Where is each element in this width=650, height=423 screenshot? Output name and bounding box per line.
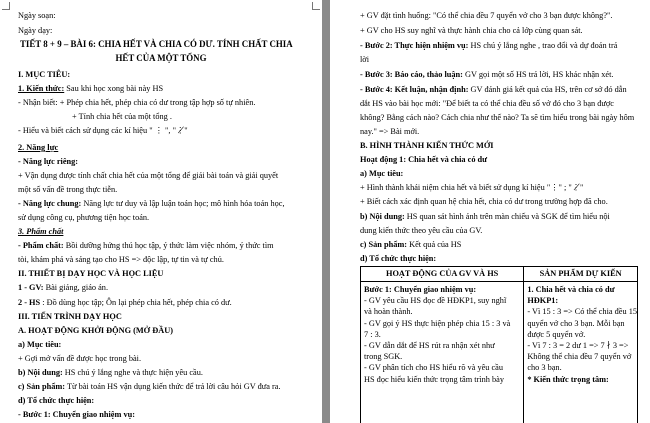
competence-heading: 2. Năng lực [18, 143, 59, 152]
activity-a-content: b) Nội dung: HS chú ý lắng nghe và thực hiện yêu cầu. [18, 368, 203, 377]
date-taught: Ngày dạy: [18, 26, 53, 35]
knowledge-line: 1. Kiến thức: Sau khi học xong bài này HS [18, 84, 164, 93]
table-product-line: cho 3 bạn. [527, 363, 562, 373]
quality-line-2: tòi, khám phá và sáng tạo cho HS => độc lập, tự tin và tự chủ. [18, 255, 224, 264]
table-product-line: * Kiến thức trọng tâm: [527, 374, 609, 384]
date-prepared: Ngày soạn: [18, 11, 56, 20]
specific-competence-2: một số vấn đề trong thực tiễn. [18, 185, 118, 194]
activity-a-step-1: - Bước 1: Chuyển giao nhiệm vụ: [18, 410, 135, 419]
activity-1-heading: Hoạt động 1: Chia hết và chia có dư [360, 155, 488, 164]
general-competence-2: sử dụng công cụ, phương tiện học toán. [18, 213, 150, 222]
activity-1-objective: a) Mục tiêu: [360, 169, 404, 178]
table-product-line: HĐKP1: [527, 296, 559, 306]
table-product-line: Không thể chia đều 7 quyển vở [527, 352, 632, 362]
table-head-product: SẢN PHẨM DỰ KIẾN [524, 267, 638, 282]
table-activity-line: trong SGK. [364, 352, 403, 362]
equipment-teacher: 1 - GV: Bài giảng, giáo án. [18, 283, 109, 292]
step-2-line-cont: lời [360, 55, 369, 64]
table-activity-line: - GV yêu cầu HS đọc đề HĐKP1, suy nghĩ [364, 296, 507, 306]
step-3-line: - Bước 3: Báo cáo, thảo luận: GV gọi một số HS trả lời, HS khác nhận xét. [360, 70, 614, 79]
activity-1-objective-1: + Hình thành khái niệm chia hết và biết sử dụng kí hiệu "⋮" ; "⋮̸" [360, 183, 584, 192]
activity-1-organization: d) Tổ chức thực hiện: [360, 254, 437, 263]
table-product-line: được 5 quyển vở. [527, 329, 586, 339]
lesson-title-line2: HẾT CỦA MỘT TỔNG [115, 53, 207, 63]
section-process: III. TIẾN TRÌNH DẠY HỌC [18, 312, 122, 321]
activity-1-content-2: dung kiến thức theo yêu cầu của GV. [360, 226, 483, 235]
quality-heading: 3. Phẩm chất [18, 227, 64, 236]
lesson-title-line1: TIẾT 8 + 9 – BÀI 6: CHIA HẾT VÀ CHIA CÓ DƯ. TÍNH CHẤT CHIA [20, 39, 293, 49]
table-activity-line: và hoàn thành. [364, 307, 413, 317]
step-4-line-2: dắt HS vào bài học mới: "Để biết ta có thể chia đều số vở đó cho 3 bạn được [360, 99, 614, 108]
section-b-heading: B. HÌNH THÀNH KIẾN THỨC MỚI [360, 141, 494, 150]
table-activity-line: - GV dẫn dắt để HS rút ra nhận xét như [364, 341, 495, 351]
table-head-activity: HOẠT ĐỘNG CỦA GV VÀ HS [361, 267, 524, 282]
page-corner-mark [312, 2, 320, 10]
specific-competence: - Năng lực riêng: [18, 157, 79, 166]
activity-1-content: b) Nội dung: HS quan sát hình ảnh trên màn chiếu và SGK để tìm hiểu nội [360, 212, 610, 221]
practice-line: + GV cho HS suy nghĩ và thực hành chia cho cả lớp cùng quan sát. [360, 26, 583, 35]
table-product-line: quyển vở cho 3 bạn. Mỗi bạn [527, 318, 625, 328]
activity-1-product: c) Sản phẩm: Kết quả của HS [360, 240, 462, 249]
table-activity-line: - GV gọi ý HS thực hiện phép chia 15 : 3 và [364, 318, 511, 328]
table-activity-line: HS đọc hiểu kiến thức trọng tâm trình bày [364, 374, 504, 384]
activity-a-product: c) Sản phẩm: Từ bài toán HS vận dụng kiến thức để trả lời câu hỏi GV đưa ra. [18, 382, 281, 391]
table-product-line: 1. Chia hết và chia có dư [527, 285, 615, 294]
general-competence: - Năng lực chung: Năng lực tư duy và lập luận toán học; mô hình hóa toán học, [18, 199, 285, 208]
activity-a-organization: d) Tổ chức thực hiện: [18, 396, 95, 405]
quality-line-1: - Phẩm chất: Bồi dưỡng hứng thú học tập, ý thức làm việc nhóm, ý thức tìm [18, 241, 274, 250]
step-4-line: - Bước 4: Kết luận, nhận định: GV đánh giá kết quả của HS, trên cơ sở đó dẫn [360, 85, 627, 94]
document-page-left [0, 0, 322, 423]
step-4-line-3: không? Bằng cách nào? Cách chia như thế nào? Ta sẽ tìm hiểu trong bài ngày hôm [360, 113, 635, 122]
specific-competence-1: + Vận dụng được tính chất chia hết của một tổng để giải bài toán và giải quyết [18, 171, 279, 180]
activity-table [360, 266, 638, 423]
table-cell-activities [361, 282, 524, 423]
activity-a-objective: a) Mục tiêu: [18, 340, 62, 349]
step-4-line-4: nay." => Bài mới. [360, 127, 420, 136]
section-objectives: I. MỤC TIÊU: [18, 70, 71, 79]
knowledge-item-2: + Tính chia hết của một tổng . [72, 112, 172, 121]
page-corner-mark [2, 2, 10, 10]
table-product-line: - Vì 7 : 3 = 2 dư 1 => 7 ∤ 3 => [527, 341, 629, 351]
knowledge-item-1: - Nhận biết: + Phép chia hết, phép chia có dư trong tập hợp số tự nhiên. [18, 98, 256, 107]
step-2-line: - Bước 2: Thực hiện nhiệm vụ: HS chú ý lắng nghe , trao đổi và dự đoán trả [360, 41, 618, 50]
table-activity-line: Bước 1: Chuyển giao nhiệm vụ: [364, 285, 477, 294]
activity-a-objective-text: + Gợi mở vấn đề được học trong bài. [18, 354, 142, 363]
activity-a-heading: A. HOẠT ĐỘNG KHỞI ĐỘNG (MỞ ĐẦU) [18, 326, 173, 335]
knowledge-item-3: - Hiểu và biết cách sử dụng các kí hiệu " ⋮ ", "⋮̸" [18, 126, 188, 135]
table-product-line: - Vì 15 : 3 => Có thể chia đều 15 [527, 307, 637, 317]
table-activity-line: 7 : 3. [364, 329, 381, 339]
equipment-student: 2 - HS : Đồ dùng học tập; Ôn lại phép chia hết, phép chia có dư. [18, 298, 232, 307]
situation-line: + GV đặt tình huống: "Có thể chia đều 7 quyển vở cho 3 bạn được không?". [360, 11, 613, 20]
table-cell-products [524, 282, 638, 423]
activity-1-objective-2: + Biết cách xác định quan hệ chia hết, chia có dư trong trường hợp đã cho. [360, 197, 608, 206]
table-activity-line: - GV phân tích cho HS hiểu rõ và yêu cầu [364, 363, 504, 373]
document-page-right [330, 0, 650, 423]
section-equipment: II. THIẾT BỊ DẠY HỌC VÀ HỌC LIỆU [18, 269, 164, 278]
